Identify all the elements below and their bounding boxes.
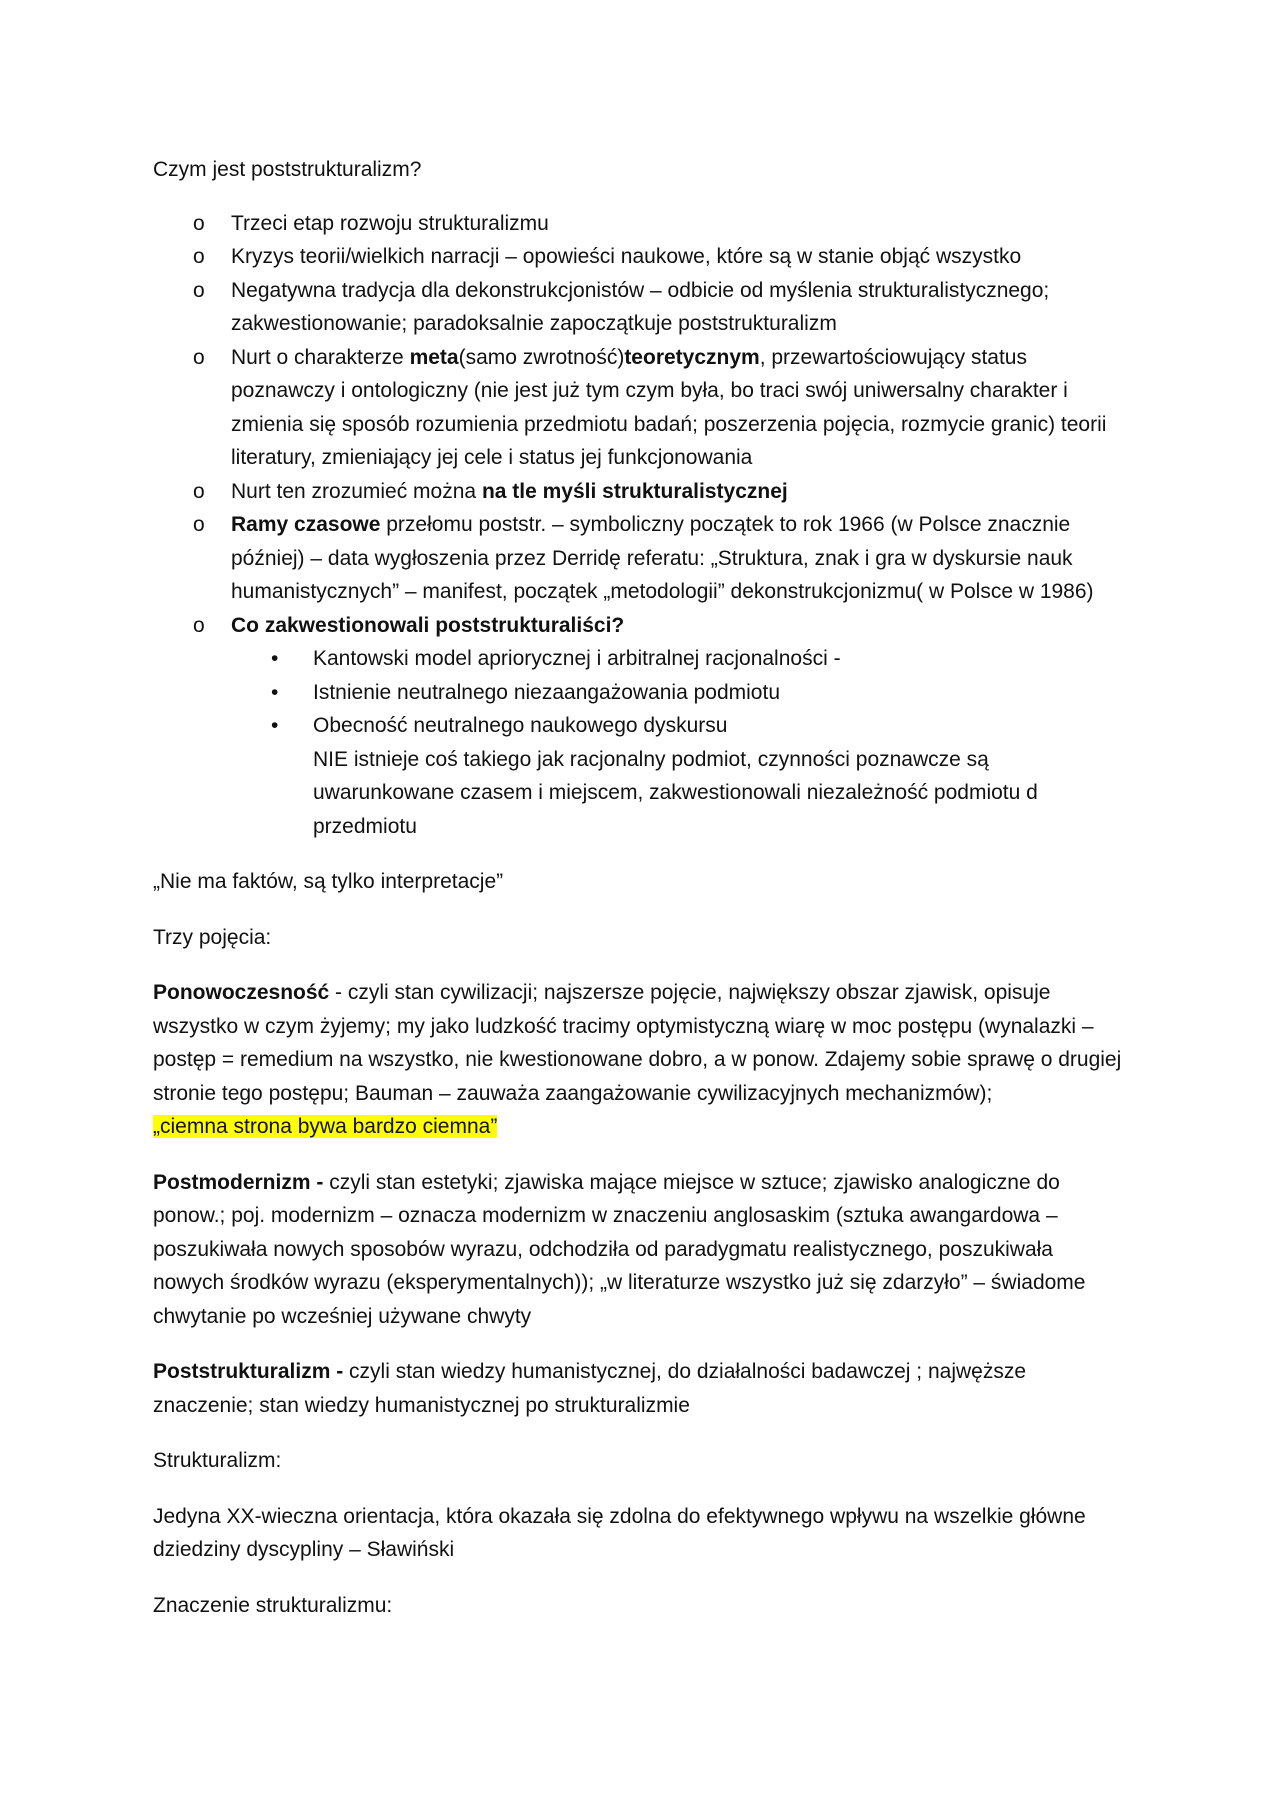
bullet-marker: o xyxy=(193,345,205,369)
list-item-text-post: , przewartościowujący status poznawczy i ontologiczny (nie jest już tym czym była, bo traci swój uniwersalny charakter i zmienia się sposób rozumienia przedmiotu badań; poszerzenia pojęcia, rozmycie granic) teorii literatury, zmieniający jej cele i status jej funkcjonowania xyxy=(231,345,1107,469)
list-item xyxy=(153,609,1130,844)
list-item-text-pre: Nurt o charakterze xyxy=(231,345,410,369)
term-postmodernity: Ponowoczesność xyxy=(153,981,330,1004)
quote: „Nie ma faktów, są tylko interpretacje” xyxy=(153,870,504,893)
list-item-text: Trzeci etap rozwoju strukturalizmu xyxy=(231,211,549,235)
bullet-marker: o xyxy=(193,479,205,503)
bullet-marker: o xyxy=(193,278,205,302)
list-item-text-mid: (samo zwrotność) xyxy=(458,345,625,369)
list-item xyxy=(153,475,1130,509)
sub-bullet-marker: • xyxy=(271,714,279,737)
sub-list-item-continuation: NIE istnieje coś takiego jak racjonalny podmiot, czynności poznawcze są uwarunkowane czasem i miejscem, zakwestionowali niezależność podmiotu d przedmiotu xyxy=(313,747,1038,838)
sub-bullet-marker: • xyxy=(271,647,279,670)
bold-term-meta: meta xyxy=(409,345,459,369)
list-item xyxy=(153,207,1130,241)
bold-phrase: na tle myśli strukturalistycznej xyxy=(481,479,788,503)
bullet-marker: o xyxy=(193,513,205,536)
sub-list-item-text: Istnienie neutralnego niezaangażowania podmiotu xyxy=(313,680,781,704)
sub-bullet-list xyxy=(231,642,1130,843)
list-item xyxy=(153,240,1130,274)
list-item xyxy=(153,274,1130,341)
sub-bullet-marker: • xyxy=(271,680,279,704)
list-item xyxy=(153,341,1130,475)
highlighted-quote: „ciemna strona bywa bardzo ciemna” xyxy=(153,1115,498,1138)
paragraph-poststructuralism xyxy=(153,1355,1130,1422)
list-item-text: Kryzys teorii/wielkich narracji – opowieści naukowe, które są w stanie objąć wszystko xyxy=(231,245,1022,268)
doc-title: Czym jest poststrukturalizm? xyxy=(153,158,422,181)
bullet-marker: o xyxy=(193,211,205,235)
paragraph-postmodernism xyxy=(153,1166,1130,1334)
term-postmodernism: Postmodernizm - xyxy=(153,1170,324,1194)
bold-question: Co zakwestionowali poststrukturaliści? xyxy=(231,613,625,637)
paragraph-text: czyli stan estetyki; zjawiska mające miejsce w sztuce; zjawisko analogiczne do ponow.; poj. modernizm – oznacza modernizm w znaczeniu anglosaskim (sztuka awangardowa – poszukiwała nowych sposobów wyrazu, odchodziła od paradygmatu realistycznego, poszukiwała nowych środków wyrazu (eksperymentalnych)); „w literaturze wszystko już się zdarzyło” – świadome chwytanie po wcześniej używane chwyty xyxy=(153,1170,1086,1328)
sub-list-item xyxy=(153,642,1130,676)
bullet-marker: o xyxy=(193,613,205,637)
term-poststructuralism: Poststrukturalizm - xyxy=(153,1360,344,1383)
sub-list-item xyxy=(153,709,1130,843)
list-item-text-post: przełomu poststr. – symboliczny początek to rok 1966 (w Polsce znacznie później) – data wygłoszenia przez Derridę referatu: „Struktura, znak i gra w dyskursie nauk humanistycznych” – manifest, początek „metodologii” dekonstrukcjonizmu( w Polsce w 1986) xyxy=(231,513,1094,603)
structuralism-heading: Strukturalizm: xyxy=(153,1449,282,1472)
sub-list-item xyxy=(153,676,1130,710)
bold-term-theoretical: teoretycznym xyxy=(624,345,760,369)
list-item xyxy=(153,508,1130,609)
paragraph-postmodernity xyxy=(153,976,1130,1144)
sub-list-item-text: Obecność neutralnego naukowego dyskursu xyxy=(313,714,728,737)
list-item-text: Negatywna tradycja dla dekonstrukcjonistów – odbicie od myślenia strukturalistycznego; zakwestionowanie; paradoksalnie zapoczątkuje poststrukturalizm xyxy=(231,278,1050,335)
structuralism-text: Jedyna XX-wieczna orientacja, która okazała się zdolna do efektywnego wpływu na wszelkie główne dziedziny dyscypliny – Sławiński xyxy=(153,1504,1086,1561)
bullet-marker: o xyxy=(193,245,205,268)
paragraph-text: czyli stan wiedzy humanistycznej, do działalności badawczej ; najwęższe znaczenie; stan wiedzy humanistycznej po strukturalizmie xyxy=(153,1360,1027,1417)
meaning-heading: Znaczenie strukturalizmu: xyxy=(153,1593,393,1617)
bold-term-timeframe: Ramy czasowe xyxy=(231,513,381,536)
list-item-text-pre: Nurt ten zrozumieć można xyxy=(231,479,482,503)
three-terms-heading: Trzy pojęcia: xyxy=(153,925,272,949)
sub-list-item-text: Kantowski model apriorycznej i arbitralnej racjonalności - xyxy=(313,647,841,670)
paragraph-text: - czyli stan cywilizacji; najszersze pojęcie, największy obszar zjawisk, opisuje wszystko w czym żyjemy; my jako ludzkość tracimy optymistyczną wiarę w moc postępu (wynalazki – postęp = remedium na wszystko, nie kwestionowane dobro, a w ponow. Zdajemy sobie sprawę o drugiej stronie tego postępu; Bauman – zauważa zaangażowanie cywilizacyjnych mechanizmów); xyxy=(153,981,1122,1105)
main-bullet-list xyxy=(153,207,1130,844)
